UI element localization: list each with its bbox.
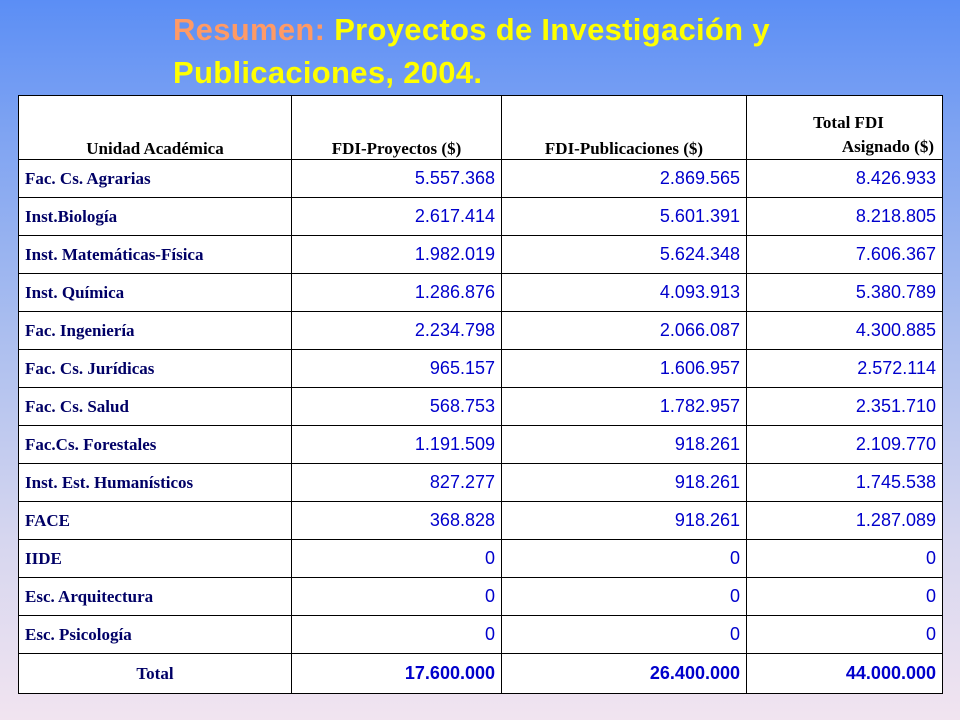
slide-title-accent: Resumen:: [173, 12, 326, 47]
cell-unidad: Fac. Ingeniería: [19, 312, 292, 350]
cell-publicaciones: 2.869.565: [502, 160, 747, 198]
cell-total: 2.351.710: [747, 388, 943, 426]
table-header-row: [19, 96, 943, 160]
cell-unidad: Inst.Biología: [19, 198, 292, 236]
cell-proyectos: 568.753: [292, 388, 502, 426]
totals-publicaciones: 26.400.000: [502, 654, 747, 694]
header-total: [747, 96, 943, 160]
cell-publicaciones: 1.606.957: [502, 350, 747, 388]
cell-unidad: FACE: [19, 502, 292, 540]
slide-title-text: Proyectos de Investigación y Publicaciones, 2004.: [173, 12, 770, 90]
cell-proyectos: 0: [292, 616, 502, 654]
cell-proyectos: 368.828: [292, 502, 502, 540]
cell-total: 2.572.114: [747, 350, 943, 388]
cell-unidad: Esc. Psicología: [19, 616, 292, 654]
cell-proyectos: 965.157: [292, 350, 502, 388]
cell-total: 0: [747, 616, 943, 654]
table-row: [19, 236, 943, 274]
cell-unidad: Fac. Cs. Salud: [19, 388, 292, 426]
totals-row: [19, 654, 943, 694]
cell-publicaciones: 918.261: [502, 502, 747, 540]
cell-unidad: Fac.Cs. Forestales: [19, 426, 292, 464]
header-unidad: Unidad Académica: [19, 96, 292, 160]
cell-total: 2.109.770: [747, 426, 943, 464]
cell-unidad: Esc. Arquitectura: [19, 578, 292, 616]
table-row: [19, 540, 943, 578]
table-body: [19, 160, 943, 654]
cell-proyectos: 2.234.798: [292, 312, 502, 350]
cell-unidad: Fac. Cs. Agrarias: [19, 160, 292, 198]
cell-proyectos: 2.617.414: [292, 198, 502, 236]
header-proyectos: FDI-Proyectos ($): [292, 96, 502, 160]
table-row: [19, 160, 943, 198]
table-row: [19, 464, 943, 502]
cell-publicaciones: 5.601.391: [502, 198, 747, 236]
cell-proyectos: 1.191.509: [292, 426, 502, 464]
table-row: [19, 502, 943, 540]
cell-proyectos: 0: [292, 578, 502, 616]
cell-total: 7.606.367: [747, 236, 943, 274]
table-row: [19, 198, 943, 236]
cell-total: 5.380.789: [747, 274, 943, 312]
cell-proyectos: 1.286.876: [292, 274, 502, 312]
header-total-line1: Total FDI: [813, 113, 884, 132]
cell-total: 0: [747, 540, 943, 578]
cell-publicaciones: 0: [502, 540, 747, 578]
table-row: [19, 578, 943, 616]
cell-total: 0: [747, 578, 943, 616]
totals-total: 44.000.000: [747, 654, 943, 694]
cell-proyectos: 1.982.019: [292, 236, 502, 274]
summary-table: [18, 95, 943, 694]
cell-total: 8.218.805: [747, 198, 943, 236]
table-row: [19, 388, 943, 426]
cell-publicaciones: 918.261: [502, 464, 747, 502]
cell-publicaciones: 5.624.348: [502, 236, 747, 274]
table-row: [19, 350, 943, 388]
cell-publicaciones: 0: [502, 578, 747, 616]
cell-unidad: Fac. Cs. Jurídicas: [19, 350, 292, 388]
cell-unidad: IIDE: [19, 540, 292, 578]
cell-proyectos: 827.277: [292, 464, 502, 502]
cell-publicaciones: 1.782.957: [502, 388, 747, 426]
cell-publicaciones: 2.066.087: [502, 312, 747, 350]
cell-publicaciones: 918.261: [502, 426, 747, 464]
cell-proyectos: 5.557.368: [292, 160, 502, 198]
cell-total: 4.300.885: [747, 312, 943, 350]
header-publicaciones: FDI-Publicaciones ($): [502, 96, 747, 160]
cell-total: 1.287.089: [747, 502, 943, 540]
cell-total: 8.426.933: [747, 160, 943, 198]
cell-proyectos: 0: [292, 540, 502, 578]
slide-title: [173, 8, 933, 94]
table-row: [19, 426, 943, 464]
cell-publicaciones: 4.093.913: [502, 274, 747, 312]
cell-unidad: Inst. Química: [19, 274, 292, 312]
header-total-line2: Asignado ($): [841, 137, 934, 156]
cell-publicaciones: 0: [502, 616, 747, 654]
cell-unidad: Inst. Matemáticas-Física: [19, 236, 292, 274]
totals-proyectos: 17.600.000: [292, 654, 502, 694]
table-row: [19, 312, 943, 350]
cell-unidad: Inst. Est. Humanísticos: [19, 464, 292, 502]
cell-total: 1.745.538: [747, 464, 943, 502]
table-row: [19, 616, 943, 654]
totals-label: Total: [19, 654, 292, 694]
table-row: [19, 274, 943, 312]
